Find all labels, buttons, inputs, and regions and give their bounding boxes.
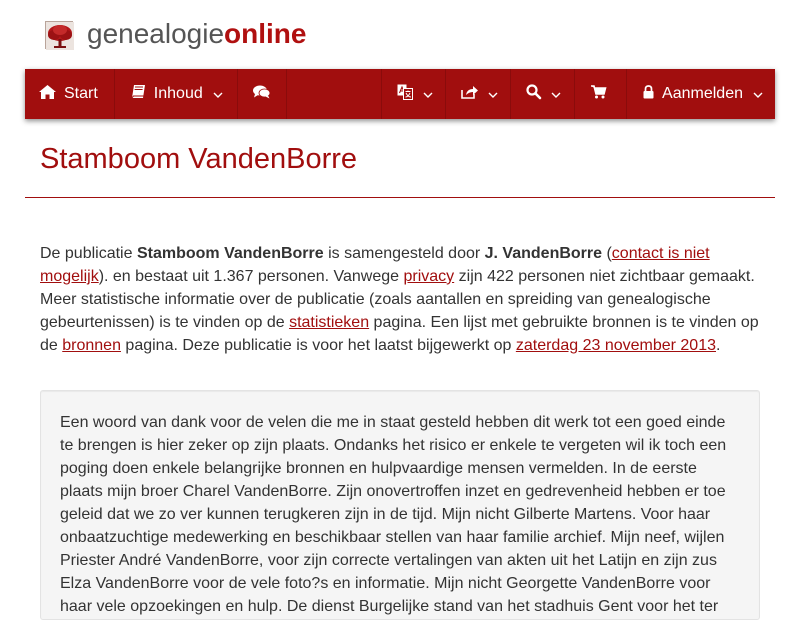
nav-inhoud[interactable] [115,69,238,119]
site-header [0,0,800,69]
lock-icon [643,85,654,104]
nav-search[interactable] [511,69,575,119]
translate-icon [397,84,413,105]
logo-text-accent: online [224,18,307,49]
tree-logo-icon[interactable] [45,21,73,49]
acknowledgement-text: Een woord van dank voor de velen die me in staat gesteld hebben dit werk tot een goed einde te brengen is hier zeker op zijn plaats. Ondanks het risico er enkele te vergeten wil ik toch een poging doen enkele belangrijke bronnen en hulpvaardige mensen vermelden. In de eerste plaats mijn broer Charel VandenBorre. Zijn onovertroffen inzet en gedrevenheid hebben er toe geleid dat we zo ver kunnen terugkeren zijn in de tijd. Mijn nicht Gilberte Martens. Voor haar onbaatzuchtige medewerking en beschikbaar stellen van haar familie archief. Mijn neef, wijlen Priester André VandenBorre, voor zijn correcte vertalingen van akten uit het Latijn en zijn zus Elza VandenBorre voor de vele foto?s en informatie. Mijn nicht Georgette VandenBorre voor haar vele opzoekingen en hulp. De dienst Burgelijke stand van het stadhuis Gent voor het ter [60,414,727,615]
nav-language[interactable] [382,69,446,119]
chevron-down-icon [753,85,763,103]
main-navbar [25,69,775,119]
nav-forum[interactable] [238,69,287,119]
publication-intro [40,242,768,357]
logo-text-plain: genealogie [87,18,225,49]
intro-text: ). en bestaat uit 1.367 personen. Vanwege [98,268,404,285]
nav-cart[interactable] [575,69,627,119]
share-icon [461,85,478,104]
search-icon [526,84,541,104]
nav-share[interactable] [446,69,511,119]
intro-text: pagina. Deze publicatie is voor het laatst bijgewerkt op [120,337,516,354]
cart-icon [591,85,606,104]
chevron-down-icon [551,85,561,103]
chevron-down-icon [213,85,223,103]
privacy-link[interactable]: privacy [403,268,455,285]
intro-text: is samengesteld door [323,245,485,262]
nav-inhoud-label: Inhoud [153,85,203,102]
author-name: J. VandenBorre [484,245,603,262]
nav-start[interactable] [25,69,115,119]
last-updated-link[interactable]: zaterdag 23 november 2013 [515,337,716,354]
intro-text: ( [602,245,612,262]
comments-icon [253,85,270,104]
intro-text: pagina. Een lijst met gebruikte bronnen is te vinden op de [40,314,759,354]
intro-text: . [716,337,721,354]
sources-link[interactable]: bronnen [62,337,121,354]
intro-text: De publicatie [40,245,137,262]
home-icon [39,85,56,104]
site-logo-text[interactable] [87,16,306,52]
nav-spacer [287,69,382,119]
statistics-link[interactable]: statistieken [289,314,370,331]
page-title: Stamboom VandenBorre [40,143,358,175]
chevron-down-icon [423,85,433,103]
acknowledgement-panel [40,390,760,620]
contact-link[interactable]: contact is niet mogelijk [40,245,710,285]
publication-name: Stamboom VandenBorre [136,245,324,262]
intro-text: zijn 422 personen niet zichtbaar gemaakt. Meer statistische informatie over de publicatie (zoals aantallen en spreiding van genealogische gebeurtenissen) is te vinden op de [40,268,755,331]
chevron-down-icon [488,85,498,103]
title-divider [25,197,775,198]
nav-login[interactable] [627,69,775,119]
nav-start-label: Start [64,85,98,102]
nav-login-label: Aanmelden [662,85,743,102]
book-icon [131,84,146,104]
